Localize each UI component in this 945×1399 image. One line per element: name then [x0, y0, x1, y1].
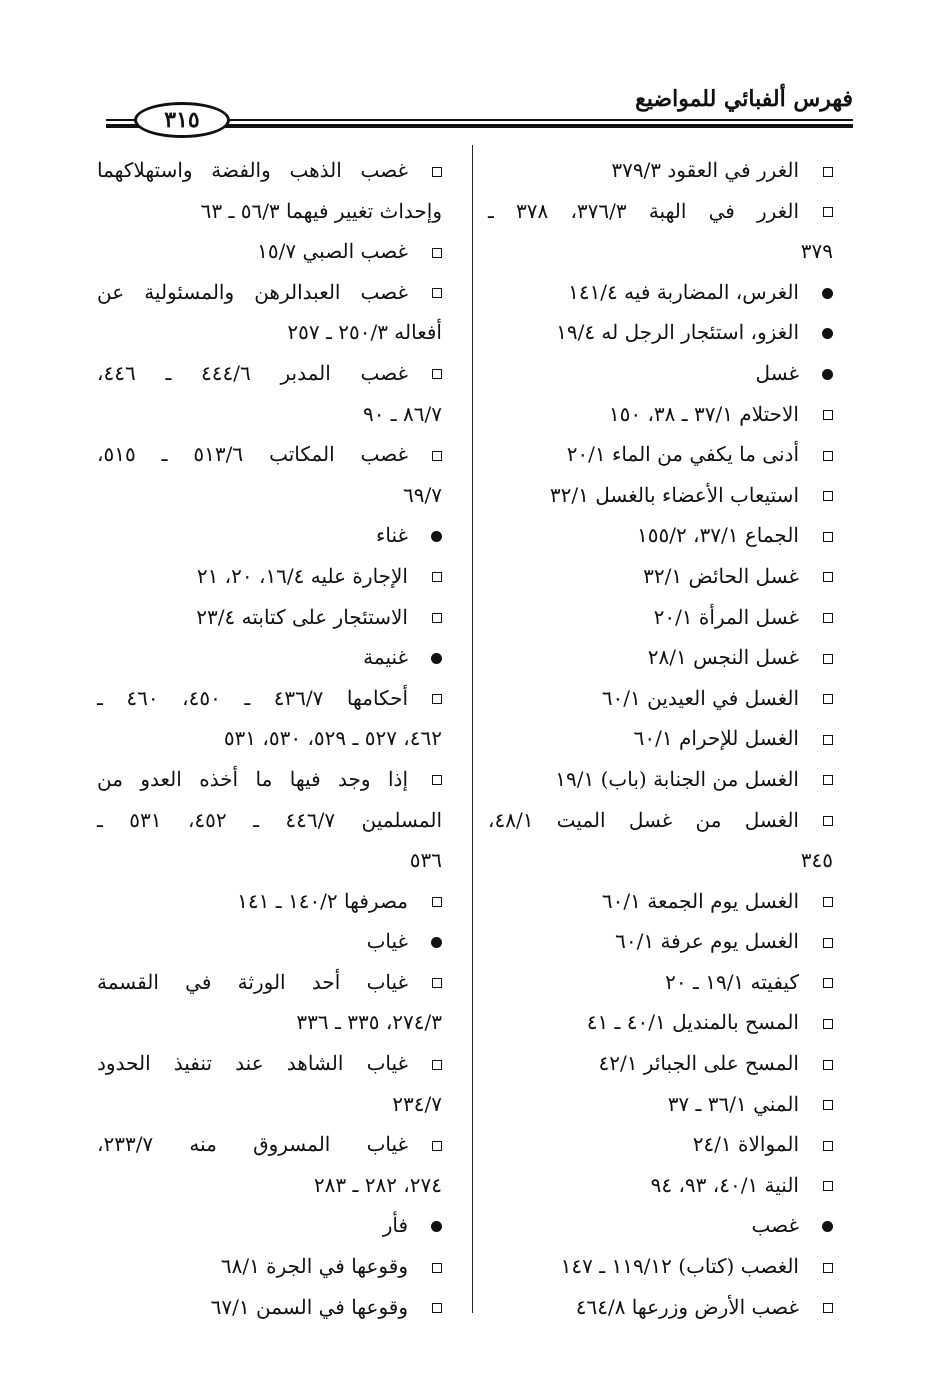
index-entry: [488, 597, 833, 638]
index-entry-text: غياب أحد الورثة في القسمة: [97, 969, 408, 994]
index-entry-text: وقوعها في الجرة ٦٨/١: [220, 1254, 408, 1279]
index-entry: [488, 718, 833, 759]
index-entry-text: غصب الصبي ١٥/٧: [257, 239, 408, 264]
index-entry-text: الغرس، المضاربة فيه ١٤١/٤: [568, 279, 799, 304]
index-entry-text: غنيمة: [363, 645, 408, 670]
index-entry-text: ٨٦/٧ ـ ٩٠: [362, 401, 442, 426]
index-entry-continuation: [97, 191, 442, 232]
square-bullet-icon: [416, 556, 442, 597]
index-entry-text: غصب العبدالرهن والمسئولية عن: [97, 279, 408, 304]
index-entry-continuation: [97, 394, 442, 435]
square-bullet-icon: [807, 434, 833, 475]
index-entry-continuation: [97, 840, 442, 881]
index-entry: [488, 962, 833, 1003]
square-bullet-icon: [807, 678, 833, 719]
index-heading: [97, 637, 442, 678]
index-entry-text: النية ٤٠/١، ٩٣، ٩٤: [650, 1172, 799, 1197]
index-entry-text: ٥٣٦: [409, 848, 442, 873]
index-entry-text: غصب المدبر ٤٤٤/٦ ـ ٤٤٦،: [97, 360, 408, 385]
square-bullet-icon: [807, 394, 833, 435]
index-entry-text: غسل النجس ٢٨/١: [647, 645, 799, 670]
index-entry: [488, 800, 833, 841]
index-entry-text: استيعاب الأعضاء بالغسل ٣٢/١: [549, 482, 799, 507]
bullet-icon: [416, 515, 442, 556]
square-bullet-icon: [807, 1246, 833, 1287]
index-entry-text: الإجارة عليه ١٦/٤، ٢٠، ٢١: [196, 563, 408, 588]
index-entry-text: غصب الأرض وزرعها ٤٦٤/٨: [575, 1294, 799, 1319]
bullet-icon: [807, 272, 833, 313]
index-entry-text: الغرر في الهبة ٣٧٦/٣، ٣٧٨ ـ: [488, 198, 800, 223]
index-entry: [488, 394, 833, 435]
square-bullet-icon: [807, 150, 833, 191]
index-entry: [97, 881, 442, 922]
index-entry: [488, 556, 833, 597]
page-number: ٣١٥: [134, 102, 230, 138]
index-entry: [97, 1124, 442, 1165]
index-entry-continuation: [488, 231, 833, 272]
square-bullet-icon: [807, 637, 833, 678]
square-bullet-icon: [807, 1084, 833, 1125]
index-entry: [488, 1246, 833, 1287]
index-entry-text: كيفيته ١٩/١ ـ ٢٠: [665, 969, 799, 994]
index-entry-text: غسل الحائض ٣٢/١: [643, 563, 799, 588]
index-entry: [97, 759, 442, 800]
index-entry-text: الغسل يوم الجمعة ٦٠/١: [601, 888, 799, 913]
index-entry-text: الغسل يوم عرفة ٦٠/١: [615, 929, 799, 954]
index-heading: [97, 515, 442, 556]
index-entry-text: المسح على الجبائر ٤٢/١: [598, 1051, 799, 1076]
square-bullet-icon: [807, 1043, 833, 1084]
square-bullet-icon: [416, 272, 442, 313]
index-entry-text: الغرر في العقود ٣٧٩/٣: [611, 158, 799, 182]
square-bullet-icon: [807, 1002, 833, 1043]
bullet-icon: [416, 1205, 442, 1246]
bullet-icon: [416, 637, 442, 678]
index-entry-text: غياب: [366, 929, 408, 954]
index-entry: [488, 1084, 833, 1125]
square-bullet-icon: [807, 1124, 833, 1165]
index-column-right: [488, 150, 833, 1327]
index-entry-text: أحكامها ٤٣٦/٧ ـ ٤٥٠، ٤٦٠ ـ: [97, 685, 408, 710]
running-header-title: فهرس ألفبائي للمواضيع: [635, 86, 853, 112]
index-entry-text: مصرفها ١٤٠/٢ ـ ١٤١: [237, 888, 408, 913]
index-entry-text: الغسل في العيدين ٦٠/١: [601, 685, 799, 710]
square-bullet-icon: [807, 597, 833, 638]
square-bullet-icon: [807, 921, 833, 962]
index-entry-text: الاحتلام ٣٧/١ ـ ٣٨، ١٥٠: [608, 401, 799, 426]
square-bullet-icon: [416, 1246, 442, 1287]
index-entry-text: ٦٩/٧: [403, 482, 442, 507]
index-entry-continuation: [97, 1002, 442, 1043]
square-bullet-icon: [416, 1043, 442, 1084]
index-entry-continuation: [97, 475, 442, 516]
index-entry: [97, 678, 442, 719]
square-bullet-icon: [807, 800, 833, 841]
bullet-icon: [416, 921, 442, 962]
bullet-icon: [807, 312, 833, 353]
index-entry-text: المسلمين ٤٤٦/٧ ـ ٤٥٢، ٥٣١ ـ: [97, 807, 443, 832]
square-bullet-icon: [416, 759, 442, 800]
index-entry: [488, 881, 833, 922]
index-entry-text: إذا وجد فيها ما أخذه العدو من: [97, 766, 408, 791]
index-column-left: [97, 150, 442, 1327]
square-bullet-icon: [807, 191, 833, 232]
bullet-icon: [807, 1205, 833, 1246]
index-entry: [97, 962, 442, 1003]
index-entry-text: غصب المكاتب ٥١٣/٦ ـ ٥١٥،: [97, 442, 408, 467]
index-entry: [488, 434, 833, 475]
index-entry: [97, 1246, 442, 1287]
index-entry: [488, 921, 833, 962]
square-bullet-icon: [416, 962, 442, 1003]
square-bullet-icon: [807, 556, 833, 597]
index-entry: [488, 1165, 833, 1206]
index-entry-text: الغسل من غسل الميت ٤٨/١،: [488, 807, 799, 832]
index-entry: [488, 191, 833, 232]
index-entry-text: أدنى ما يكفي من الماء ٢٠/١: [566, 442, 799, 467]
index-entry: [488, 515, 833, 556]
square-bullet-icon: [416, 1287, 442, 1328]
index-entry: [488, 475, 833, 516]
index-entry-continuation: [488, 840, 833, 881]
index-entry-text: الغسل للإحرام ٦٠/١: [633, 726, 799, 751]
square-bullet-icon: [807, 759, 833, 800]
square-bullet-icon: [807, 1165, 833, 1206]
index-entry-text: الغصب (كتاب) ١١٩/١٢ ـ ١٤٧: [560, 1254, 799, 1279]
index-entry-text: ٢٧٤، ٢٨٢ ـ ٢٨٣: [313, 1172, 442, 1197]
index-entry: [488, 1124, 833, 1165]
index-entry: [488, 1287, 833, 1328]
index-entry: [97, 1287, 442, 1328]
index-entry-text: الغسل من الجنابة (باب) ١٩/١: [555, 766, 799, 791]
index-entry: [97, 150, 442, 191]
square-bullet-icon: [416, 1124, 442, 1165]
square-bullet-icon: [416, 434, 442, 475]
index-entry-text: ٣٧٩: [800, 239, 833, 264]
square-bullet-icon: [807, 475, 833, 516]
square-bullet-icon: [416, 231, 442, 272]
index-entry-text: غسل: [755, 360, 799, 385]
index-entry-text: ٢٣٤/٧: [392, 1091, 442, 1116]
index-entry-text: الجماع ٣٧/١، ١٥٥/٢: [636, 523, 799, 548]
index-entry: [97, 272, 442, 313]
index-entry-text: ٣٤٥: [800, 848, 833, 873]
index-entry-text: غصب: [751, 1213, 799, 1238]
square-bullet-icon: [416, 150, 442, 191]
index-entry-text: ٤٦٢، ٥٢٧ ـ ٥٢٩، ٥٣٠، ٥٣١: [223, 726, 442, 751]
square-bullet-icon: [807, 1287, 833, 1328]
index-entry-text: الموالاة ٢٤/١: [692, 1132, 799, 1157]
index-entry: [488, 1002, 833, 1043]
index-entry-text: غياب المسروق منه ٢٣٣/٧،: [97, 1132, 408, 1157]
index-entry-text: وإحداث تغيير فيهما ٥٦/٣ ـ ٦٣: [200, 198, 442, 223]
square-bullet-icon: [807, 515, 833, 556]
square-bullet-icon: [807, 881, 833, 922]
index-entry-text: غناء: [376, 523, 408, 548]
index-entry: [97, 231, 442, 272]
index-entry-text: فأر: [382, 1213, 408, 1238]
bullet-icon: [807, 353, 833, 394]
square-bullet-icon: [416, 881, 442, 922]
index-entry-text: غياب الشاهد عند تنفيذ الحدود: [97, 1051, 408, 1076]
index-entry-text: غصب الذهب والفضة واستهلاكهما: [97, 158, 408, 182]
index-heading: [97, 921, 442, 962]
index-entry: [488, 1043, 833, 1084]
index-heading: [97, 1205, 442, 1246]
index-entry-continuation: [97, 1165, 442, 1206]
index-entry-text: الاستئجار على كتابته ٢٣/٤: [196, 604, 408, 629]
square-bullet-icon: [807, 962, 833, 1003]
index-entry-continuation: [97, 312, 442, 353]
index-entry-text: المني ٣٦/١ ـ ٣٧: [667, 1091, 799, 1116]
square-bullet-icon: [416, 597, 442, 638]
index-entry-text: غسل المرأة ٢٠/١: [653, 604, 799, 629]
index-entry: [97, 597, 442, 638]
index-entry-text: المسح بالمنديل ٤٠/١ ـ ٤١: [586, 1010, 799, 1035]
square-bullet-icon: [416, 353, 442, 394]
index-entry: [97, 434, 442, 475]
square-bullet-icon: [807, 718, 833, 759]
index-entry-continuation: [97, 718, 442, 759]
index-entry-text: ٢٧٤/٣، ٣٣٥ ـ ٣٣٦: [296, 1010, 442, 1035]
index-entry: [488, 678, 833, 719]
index-entry-text: أفعاله ٢٥٠/٣ ـ ٢٥٧: [287, 320, 442, 345]
index-entry: [488, 150, 833, 191]
index-entry-continuation: [97, 1084, 442, 1125]
index-heading: [488, 353, 833, 394]
column-divider: [472, 145, 473, 1313]
index-heading: [488, 272, 833, 313]
index-entry-text: الغزو، استئجار الرجل له ١٩/٤: [556, 320, 799, 345]
index-heading: [488, 312, 833, 353]
index-entry: [97, 353, 442, 394]
index-entry-text: وقوعها في السمن ٦٧/١: [210, 1294, 408, 1319]
index-entry-continuation: [97, 800, 442, 841]
index-entry: [488, 759, 833, 800]
index-entry: [97, 556, 442, 597]
index-entry: [488, 637, 833, 678]
square-bullet-icon: [416, 678, 442, 719]
index-entry: [97, 1043, 442, 1084]
index-heading: [488, 1205, 833, 1246]
